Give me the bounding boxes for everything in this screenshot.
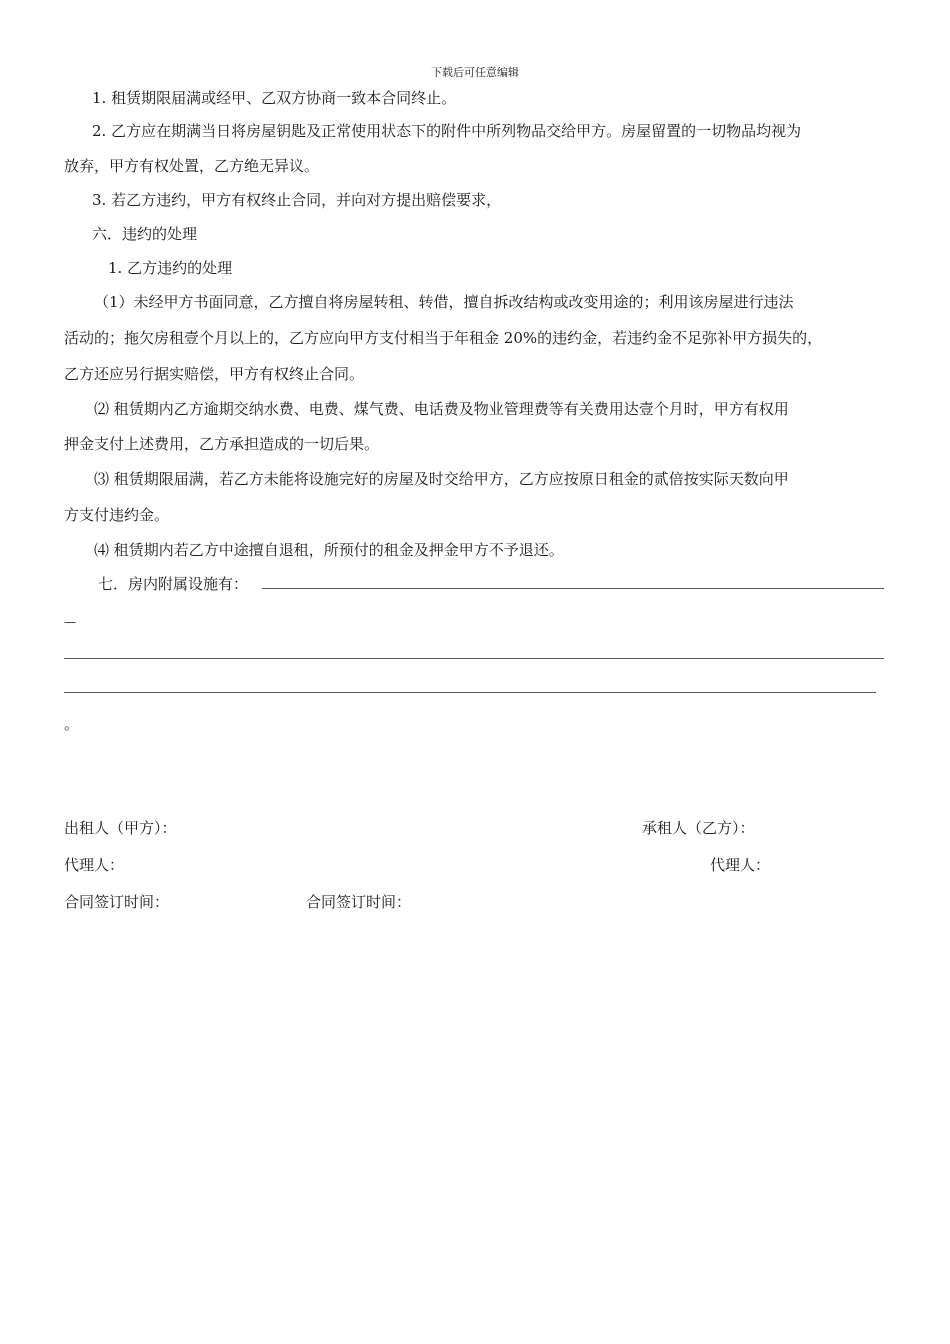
- clause-6-1-4: ⑷ 租赁期内若乙方中途擅自退租，所预付的租金及押金甲方不予退还。: [94, 541, 564, 559]
- agent-left-label: 代理人：: [64, 856, 125, 874]
- sign-date-right-label: 合同签订时间：: [306, 893, 412, 911]
- clause-6-1-1-line3: 乙方还应另行据实赔偿，甲方有权终止合同。: [64, 365, 365, 383]
- agent-right-label: 代理人：: [710, 856, 771, 874]
- lessor-label: 出租人（甲方）：: [64, 819, 177, 837]
- page-header: 下载后可任意编辑: [431, 66, 519, 79]
- clause-5-2-line1: 2. 乙方应在期满当日将房屋钥匙及正常使用状态下的附件中所列物品交给甲方。房屋留置的一切物品均视为: [92, 122, 802, 140]
- section-6-1-heading: 1. 乙方违约的处理: [108, 259, 233, 277]
- dash-mark: —: [64, 615, 76, 629]
- clause-5-1: 1. 租赁期限届满或经甲、乙双方协商一致本合同终止。: [92, 89, 457, 107]
- fill-line-1: [262, 588, 884, 589]
- clause-6-1-1-line1: （1）未经甲方书面同意，乙方擅自将房屋转租、转借，擅自拆改结构或改变用途的；利用该房屋进行违法: [94, 293, 794, 311]
- sign-date-left-label: 合同签订时间：: [64, 893, 170, 911]
- clause-6-1-3-line2: 方支付违约金。: [64, 506, 170, 524]
- section-7-heading: 七．房内附属设施有：: [98, 575, 249, 593]
- fill-line-2: [64, 658, 884, 659]
- clause-6-1-3-line1: ⑶ 租赁期限届满，若乙方未能将设施完好的房屋及时交给甲方，乙方应按原日租金的贰倍按实际天数向甲: [94, 470, 789, 488]
- fill-line-3: [64, 692, 876, 693]
- end-period: 。: [64, 715, 80, 733]
- clause-6-1-2-line2: 押金支付上述费用，乙方承担造成的一切后果。: [64, 435, 380, 453]
- clause-6-1-1-line2: 活动的；拖欠房租壹个月以上的，乙方应向甲方支付相当于年租金 20%的违约金，若违约金不足弥补甲方损失的，: [64, 329, 823, 347]
- clause-5-3: 3. 若乙方违约，甲方有权终止合同，并向对方提出赔偿要求，: [92, 191, 502, 209]
- section-6-heading: 六．违约的处理: [92, 225, 198, 243]
- lessee-label: 承租人（乙方）：: [642, 819, 755, 837]
- clause-5-2-line2: 放弃，甲方有权处置，乙方绝无异议。: [64, 157, 320, 175]
- clause-6-1-2-line1: ⑵ 租赁期内乙方逾期交纳水费、电费、煤气费、电话费及物业管理费等有关费用达壹个月时，甲方有权用: [94, 400, 789, 418]
